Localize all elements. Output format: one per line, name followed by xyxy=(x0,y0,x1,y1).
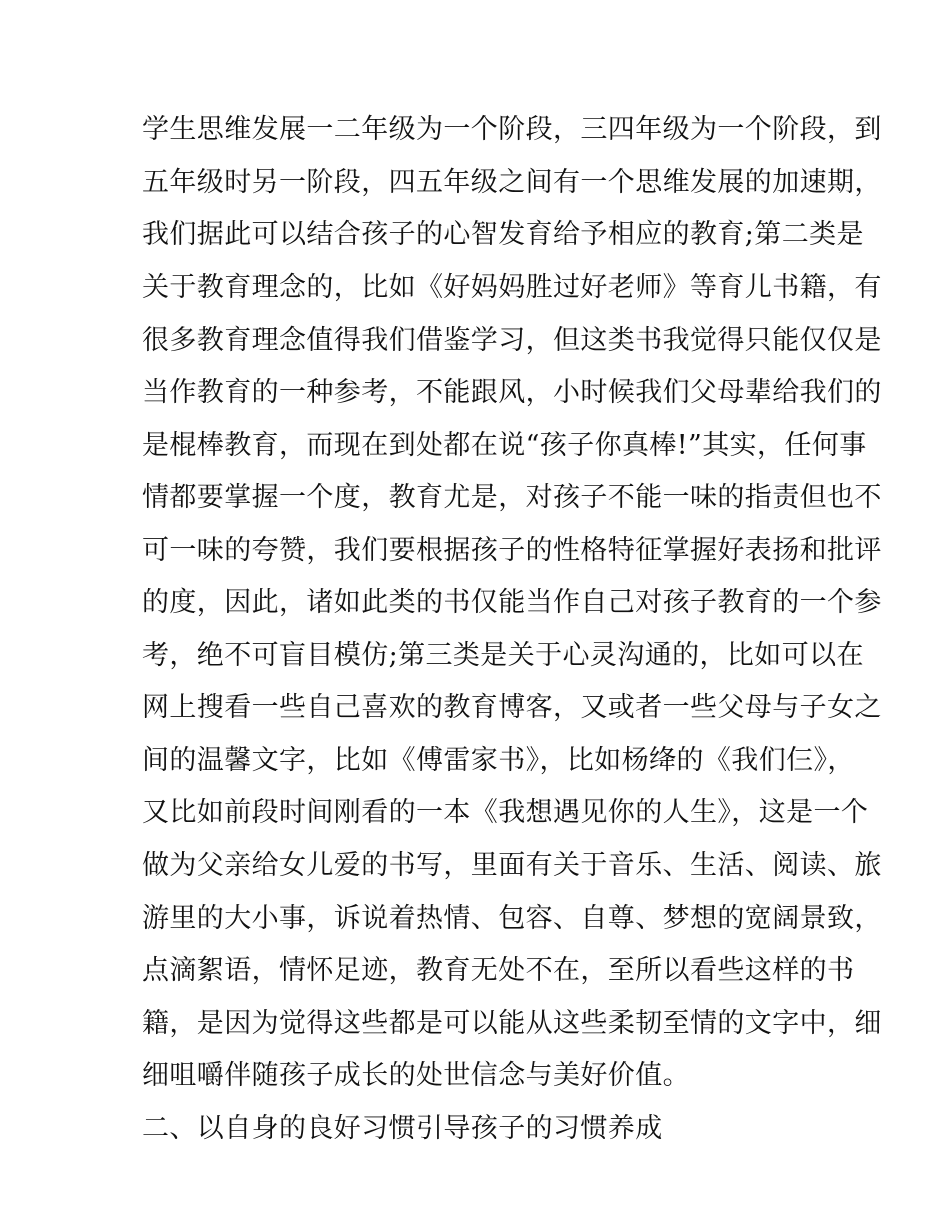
paragraph-line: 是棍棒教育，而现在到处都在说“孩子你真棒!”其实，任何事 xyxy=(142,430,867,461)
paragraph-line: 我们据此可以结合孩子的心智发育给予相应的教育;第二类是 xyxy=(142,219,864,250)
paragraph-line: 做为父亲给女儿爱的书写，里面有关于音乐、生活、阅读、旅 xyxy=(142,850,882,881)
paragraph-line: 可一味的夸赞，我们要根据孩子的性格特征掌握好表扬和批评 xyxy=(142,535,882,566)
section-heading: 二、以自身的良好习惯引导孩子的习惯养成 xyxy=(142,1113,663,1144)
paragraph-line: 间的温馨文字，比如《傅雷家书》，比如杨绛的《我们仨》， xyxy=(142,745,855,776)
paragraph-line: 学生思维发展一二年级为一个阶段，三四年级为一个阶段，到 xyxy=(142,114,882,145)
paragraph-line: 网上搜看一些自己喜欢的教育博客，又或者一些父母与子女之 xyxy=(142,692,882,723)
paragraph-line: 又比如前段时间刚看的一本《我想遇见你的人生》，这是一个 xyxy=(142,797,869,828)
paragraph-line: 很多教育理念值得我们借鉴学习，但这类书我觉得只能仅仅是 xyxy=(142,325,882,356)
paragraph-line: 点滴絮语，情怀足迹，教育无处不在，至所以看些这样的书 xyxy=(142,955,855,986)
paragraph-line: 籍，是因为觉得这些都是可以能从这些柔韧至情的文字中，细 xyxy=(142,1008,882,1039)
paragraph-line: 细咀嚼伴随孩子成长的处世信念与美好价值。 xyxy=(142,1060,690,1091)
paragraph-line: 游里的大小事，诉说着热情、包容、自尊、梦想的宽阔景致， xyxy=(142,903,882,934)
paragraph-line: 关于教育理念的，比如《好妈妈胜过好老师》等育儿书籍，有 xyxy=(142,272,882,303)
paragraph-line: 当作教育的一种参考，不能跟风，小时候我们父母辈给我们的 xyxy=(142,377,882,408)
paragraph-line: 五年级时另一阶段，四五年级之间有一个思维发展的加速期， xyxy=(142,167,882,198)
paragraph-line: 考，绝不可盲目模仿;第三类是关于心灵沟通的，比如可以在 xyxy=(142,640,864,671)
paragraph-line: 情都要掌握一个度，教育尤是，对孩子不能一味的指责但也不 xyxy=(142,482,882,513)
paragraph-line: 的度，因此，诸如此类的书仅能当作自己对孩子教育的一个参 xyxy=(142,587,882,618)
